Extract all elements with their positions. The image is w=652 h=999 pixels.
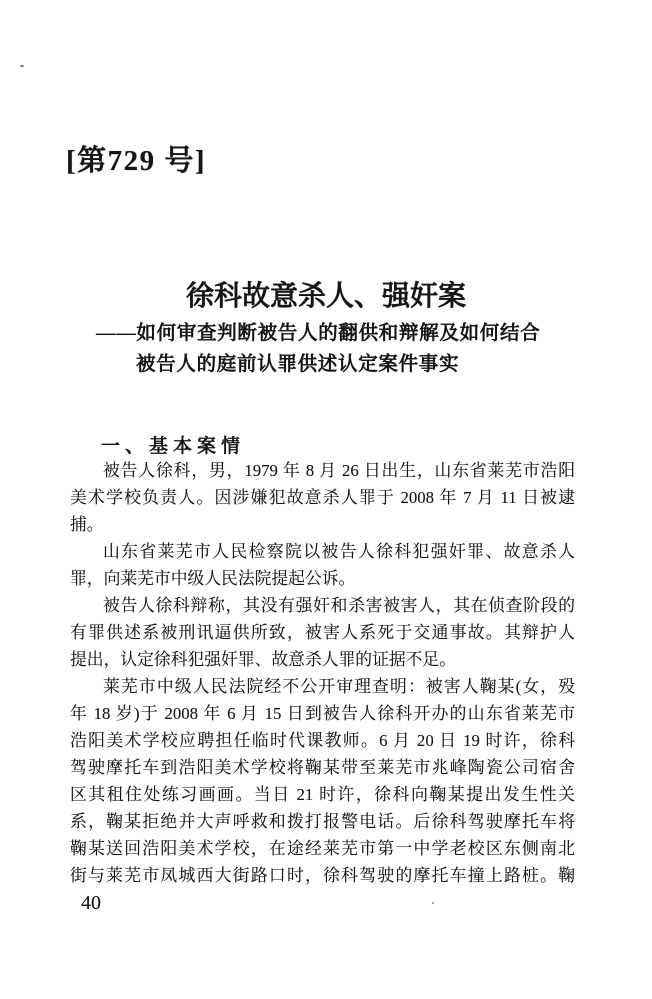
body-text-line: 驾驶摩托车到浩阳美术学校将鞠某带至莱芜市兆峰陶瓷公司宿舍 [70, 758, 575, 777]
body-text [70, 457, 575, 889]
body-text-line: 街与莱芜市凤城西大街路口时，徐科驾驶的摩托车撞上路桩。鞠 [70, 866, 575, 885]
scan-speck [20, 65, 24, 67]
body-text-line: 莱芜市中级人民法院经不公开审理查明：被害人鞠某(女，殁 [103, 677, 575, 696]
case-title: 徐科故意杀人、强奸案 [185, 281, 466, 312]
body-text-line: 山东省莱芜市人民检察院以被告人徐科犯强奸罪、故意杀人 [103, 542, 575, 561]
body-text-line: 美术学校负责人。因涉嫌犯故意杀人罪于 2008 年 7 月 11 日被逮 [70, 488, 575, 507]
body-text-line: 系，鞠某拒绝并大声呼救和拨打报警电话。后徐科驾驶摩托车将 [70, 812, 575, 831]
body-text-line: 区其租住处练习画画。当日 21 时许，徐科向鞠某提出发生性关 [70, 785, 575, 804]
body-text-line: 被告人徐科，男，1979 年 8 月 26 日出生，山东省莱芜市浩阳 [103, 461, 575, 480]
body-text-line: 浩阳美术学校应聘担任临时代课教师。6 月 20 日 19 时许，徐科 [70, 731, 575, 750]
page-number: 40 [81, 892, 101, 914]
case-subtitle-line2: 被告人的庭前认罪供述认定案件事实 [136, 354, 460, 375]
section-heading-basic-facts: 一、基本案情 [101, 436, 246, 457]
body-text-line: 年 18 岁)于 2008 年 6 月 15 日到被告人徐科开办的山东省莱芜市 [70, 704, 575, 723]
scan-speck [432, 902, 434, 904]
case-number: [第729 号] [66, 145, 207, 177]
body-text-line: 有罪供述系被刑讯逼供所致，被害人系死于交通事故。其辩护人 [70, 623, 575, 642]
case-subtitle-line1: ——如何审查判断被告人的翻供和辩解及如何结合 [96, 323, 541, 344]
body-text-line: 罪，向莱芜市中级人民法院提起公诉。 [70, 569, 356, 588]
body-text-line: 鞠某送回浩阳美术学校，在途经莱芜市第一中学老校区东侧南北 [70, 839, 575, 858]
body-text-line: 捕。 [70, 515, 104, 534]
body-text-line: 提出，认定徐科犯强奸罪、故意杀人罪的证据不足。 [70, 650, 456, 669]
body-text-line: 被告人徐科辩称，其没有强奸和杀害被害人，其在侦查阶段的 [103, 596, 575, 615]
